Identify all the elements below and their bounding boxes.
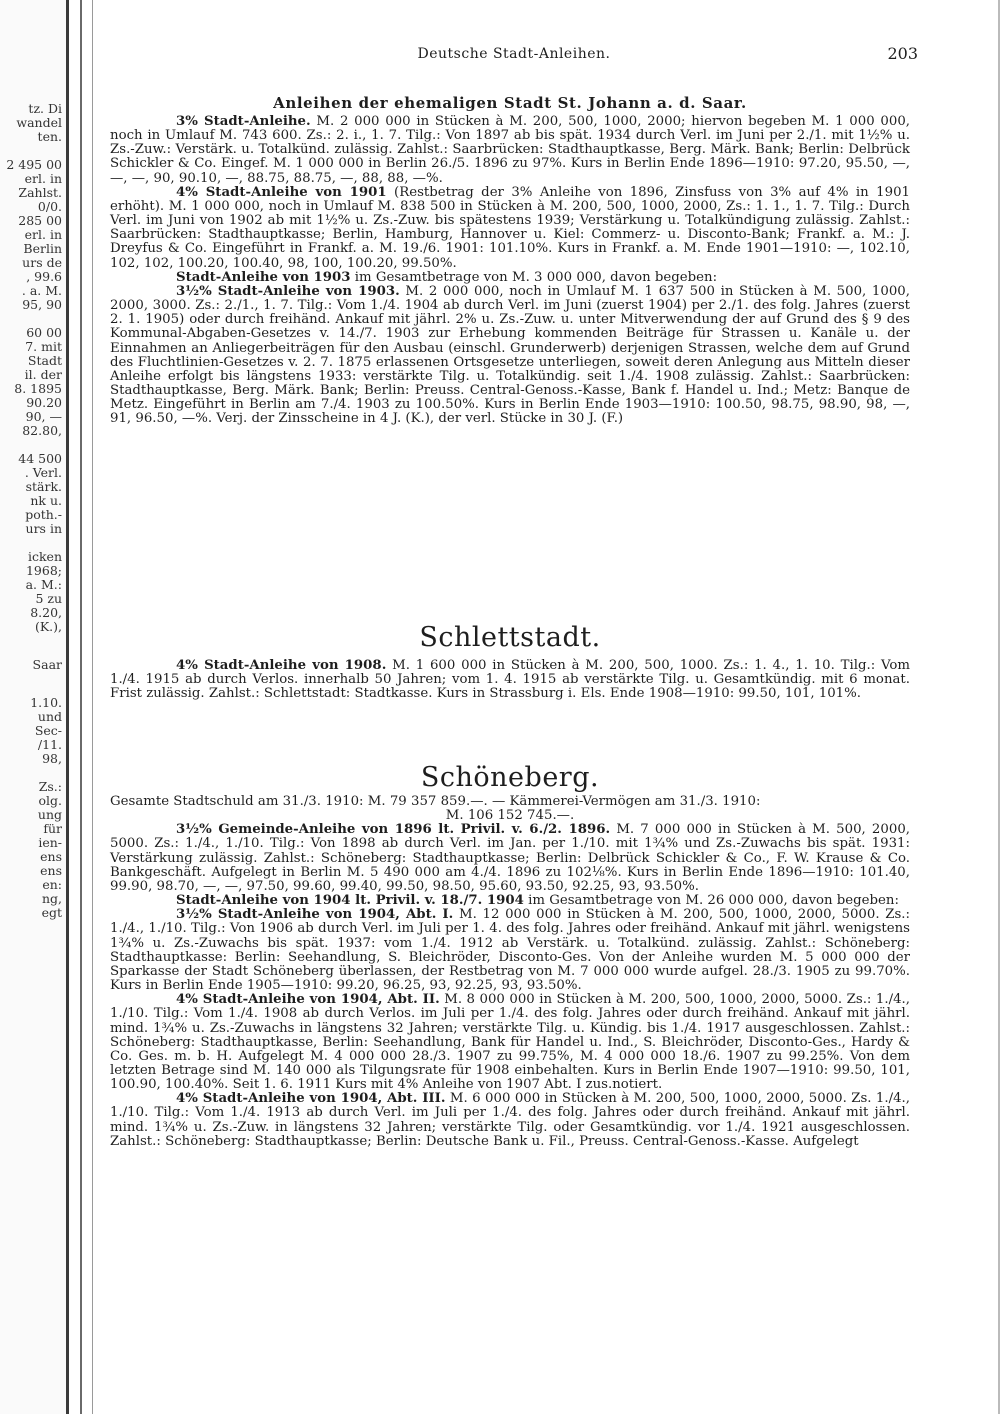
debt-summary-amount: M. 106 152 745.—. [445, 808, 575, 824]
bond-text: im Gesamtbetrage von M. 3 000 000, davon begeben: [354, 269, 718, 285]
page-number: 203 [887, 44, 918, 63]
margin-fragment: (K.), [34, 619, 62, 634]
bond-entry [110, 993, 910, 1092]
bond-title: 4% Stadt-Anleihe von 1904, Abt. III. [176, 1091, 446, 1107]
margin-fragment: /11. [37, 737, 62, 752]
margin-fragment: a. M.: [25, 577, 62, 592]
running-head: Deutsche Stadt-Anleihen. [417, 46, 611, 62]
bond-entry [110, 271, 910, 285]
bond-text: M. 12 000 000 in Stücken à M. 200, 500, 1000, 2000, 5000. Zs.: 1./4., 1./10. Tilg.: Von 1906 ab durch Verl. im Juli per 1. 4. des folg. Jahres oder freihänd. Ankauf mit jährl. wenigstens 1¾% u. Zs.-Zuwachs bis spät. 1937: vom 1./4. 1912 ab Verstärk. u. Totalkünd. zulässig. Zahlst.: Schöneberg: Stadthauptkasse: Berlin: Seehandlung, S. Bleichröder, Disconto-Ges. Von der Anleihe wurden M. 5 000 000 der Sparkasse der Stadt Schöneberg überlassen, der Restbetrag von M. 7 000 000 wurde aufgel. 28./3. 1905 zu 99.70%. Kurs in Berlin Ende 1905—1910: 99.20, 96.25, 93, 92.25, 93, 93.50%. [110, 907, 910, 994]
margin-fragment: ten. [37, 129, 62, 144]
bond-title: 3½% Stadt-Anleihe von 1904, Abt. I. [176, 907, 454, 923]
margin-fragment: 5 zu [35, 591, 62, 606]
schoeneberg-section [110, 762, 910, 1149]
margin-fragment: 1.10. [30, 695, 62, 710]
bond-title: 3½% Gemeinde-Anleihe von 1896 lt. Privil. v. 6./2. 1896. [176, 822, 611, 838]
margin-fragment: nk u. [30, 493, 62, 508]
page-gutter-line [66, 0, 69, 1414]
margin-fragment: 44 500 [18, 451, 62, 466]
bond-entry [110, 894, 910, 908]
margin-fragment: stärk. [25, 479, 62, 494]
margin-fragment: 95, 90 [22, 297, 62, 312]
margin-fragment: Zahlst. [18, 185, 62, 200]
margin-fragment: 90, — [25, 409, 62, 424]
margin-fragment: , 99.6 [26, 269, 62, 284]
margin-fragment: ung [37, 807, 62, 822]
margin-fragment: tz. Di [28, 101, 62, 116]
margin-fragment: en: [42, 877, 62, 892]
city-title: Schöneberg. [420, 762, 600, 793]
margin-fragment: 285 00 [18, 213, 62, 228]
margin-fragment: erl. in [24, 171, 62, 186]
bond-text: M. 8 000 000 in Stücken à M. 200, 500, 1000, 2000, 5000. Zs.: 1./4., 1./10. Tilg.: Vom 1./4. 1908 ab durch Verlos. im Juli per 1./4. des folg. Jahres oder durch freihänd. Ankauf mit jährl. mind. 1¾% u. Zs.-Zuwachs in längstens 32 Jahren; verstärkte Tilg. u. Kündig. bis 1./4. 1917 ausgeschlossen. Zahlst.: Schöneberg: Stadthauptkasse, Berlin: Seehandlung, Bank für Handel u. Ind., S. Bleichröder, Disconto-Ges., Hardy & Co. Ges. m. b. H. Aufgelegt M. 4 000 000 28./3. 1907 zu 99.75%, M. 4 000 000 18./6. 1907 zu 99.25%. Von dem letzten Betrage sind M. 140 000 als Tilgungsrate für 1908 einbehalten. Kurs in Berlin Ende 1907—1910: 99.50, 101, 100.90, 100.40%. Seit 1. 6. 1911 Kurs mit 4% Anleihe von 1907 Abt. I zus.notiert. [110, 992, 910, 1093]
margin-fragment: . Verl. [24, 465, 62, 480]
margin-fragment: Stadt [27, 353, 62, 368]
margin-fragment: urs de [22, 255, 62, 270]
bond-entry [110, 1092, 910, 1149]
margin-fragment: 1968; [25, 563, 62, 578]
margin-fragment: il. der [24, 367, 62, 382]
margin-fragment: für [43, 821, 62, 836]
bond-entry [110, 285, 910, 427]
page-gutter-line [92, 0, 93, 1414]
margin-fragment: ien- [38, 835, 62, 850]
margin-fragment: Berlin [23, 241, 62, 256]
bond-title: 4% Stadt-Anleihe von 1901 [176, 184, 387, 200]
margin-fragment: icken [27, 549, 62, 564]
bond-text: M. 1 600 000 in Stücken à M. 200, 500, 1000. Zs.: 1. 4., 1. 10. Tilg.: Vom 1./4. 1915 ab durch Verlos. innerhalb 50 Jahren; vom 1. 4. 1915 ab verstärkte Tilg. u. Gesamtkündig. mit 6 monat. Frist zulässig. Zahlst.: Schlettstadt: Stadtkasse. Kurs in Strassburg i. Els. Ende 1908—1910: 99.50, 101, 101%. [110, 658, 910, 702]
bond-text: (Restbetrag der 3% Anleihe von 1896, Zinsfuss von 3% auf 4% in 1901 erhöht). M. 1 000 000, noch in Umlauf M. 838 500 in Stücken à M. 200, 500, 1000, 2000, Zs.: 1. 1., 1. 7. Tilg.: Durch Verl. im Juni von 1902 ab mit 1½% u. Zs.-Zuw. bis spätestens 1939; Verstärkung u. Totalkündigung zulässig. Zahlst.: Saarbrücken: Stadthauptkasse; Berlin, Hamburg, Hannover u. Kiel: Commerz- u. Disconto-Bank; Frankf. a. M.: J. Dreyfus & Co. Eingeführt in Frankf. a. M. 19./6. 1901: 101.10%. Kurs in Frankf. a. M. Ende 1901—1910: —, 102.10, 102, 102, 100.20, 100.40, 98, 100, 100.20, 99.50%. [110, 184, 910, 271]
bond-text: M. 6 000 000 in Stücken à M. 200, 500, 1000, 2000, 5000. Zs. 1./4., 1./10. Tilg.: Vom 1./4. 1913 ab durch Verl. im Juli per 1./4. des folg. Jahres oder durch freihänd. Ankauf mit jährl. mind. 1¾% u. Zs.-Zuw. in längstens 32 Jahren; verstärkte Tilg. oder Gesamtkündig. vor 1./4. 1921 ausgeschlossen. Zahlst.: Schöneberg: Stadthauptkasse; Berlin: Deutsche Bank u. Fil., Preuss. Central-Genoss.-Kasse. Aufgelegt [110, 1091, 910, 1149]
bond-title: 3½% Stadt-Anleihe von 1903. [176, 283, 400, 299]
page-gutter-line [80, 0, 82, 1414]
margin-fragment: 8.20, [30, 605, 62, 620]
bond-title: 4% Stadt-Anleihe von 1908. [176, 658, 387, 673]
margin-fragment: und [37, 709, 62, 724]
margin-fragment: Sec- [34, 723, 62, 738]
bond-text: M. 7 000 000 in Stücken à M. 500, 2000, 5000. Zs.: 1./4., 1./10. Tilg.: Von 1898 ab durch Verl. im Jan. per 1./10. mit 1¾% und Zs.-Zuwachs bis spät. 1931: Verstärkung zulässig. Zahlst.: Schöneberg: Stadthauptkasse; Berlin: Delbrück Schickler & Co., F. W. Krause & Co. Bankgeschäft. Aufgelegt in Berlin M. 5 490 000 am 4./4. 1896 zu 102⅛%. Kurs in Berlin Ende 1896—1910: 101.40, 99.90, 98.70, —, —, 97.50, 99.60, 99.40, 99.50, 98.50, 95.60, 93.50, 92.25, 93, 93.50%. [110, 822, 911, 894]
bond-text: M. 2 000 000 in Stücken à M. 200, 500, 1000, 2000; hiervon begeben M. 1 000 000, noch in Umlauf M. 743 600. Zs.: 2. i., 1. 7. Tilg.: Von 1897 ab bis spät. 1934 durch Verl. im Juni per 2./1. mit 1½% u. Zs.-Zuw.: Verstärk. u. Totalkünd. zulässig. Zahlst.: Saarbrücken: Stadthauptkasse, Berg. Märk. Bank; Berlin: Delbrück Schickler & Co. Eingef. M. 1 000 000 in Berlin 26./5. 1896 zu 97%. Kurs in Berlin Ende 1896—1910: 97.20, 95.50, —, —, —, 90, 90.10, —, 88.75, 88.75, —, 88, 88, —%. [110, 114, 911, 186]
city-title: Schlettstadt. [419, 622, 601, 653]
bond-text: M. 2 000 000, noch in Umlauf M. 1 637 500 in Stücken à M. 500, 1000, 2000, 3000. Zs.: 2./1., 1. 7. Tilg.: Vom 1./4. 1904 ab durch Verl. im Juni (zuerst 1904) per 2./1. des folg. Jahres (zuerst 2. 1. 1905) oder durch freihänd. Ankauf mit jährl. 2% u. Zs.-Zuw. u. unter Mitverwendung der auf Grund des § 9 des Kommunal-Abgaben-Gesetzes v. 14./7. 1903 zur Erhebung kommenden Beiträge für Strassen u. Kanäle u. der Einnahmen an Anliegerbeiträgen für den Ausbau (einschl. Grunderwerb) derjenigen Strassen, welche dem auf Grund des Fluchtlinien-Gesetzes v. 2. 7. 1875 erlassenen Ortsgesetze unterliegen, soweit deren Anlegung aus Mitteln dieser Anleihe erfolgt bis längstens 1933: verstärkte Tilg. u. Totalkündig. seit 1./4. 1908 zulässig. Zahlst.: Saarbrücken: Stadthauptkasse, Berg. Märk. Bank; Berlin: Preuss. Central-Genoss.-Kasse, Bank f. Handel u. Ind.; Metz: Banque de Metz. Eingeführt in Berlin am 7./4. 1903 zu 100.50%. Kurs in Berlin Ende 1903—1910: 100.50, 98.75, 98.90, 98, —, 91, 96.50, —%. Verj. der Zinsscheine in 4 J. (K.), der verl. Stücke in 30 J. (F.) [110, 283, 910, 427]
margin-fragment: 98, [42, 751, 62, 766]
margin-fragment: egt [41, 905, 62, 920]
margin-fragment: urs in [25, 521, 62, 536]
bond-title: Stadt-Anleihe von 1903 [176, 269, 351, 285]
st-johann-section [110, 94, 910, 426]
margin-fragment: 8. 1895 [14, 381, 62, 396]
bond-entry [110, 823, 910, 894]
bond-entry [110, 659, 910, 701]
margin-fragment: 2 495 00 [6, 157, 62, 172]
debt-summary: Gesamte Stadtschuld am 31./3. 1910: M. 79 357 859.—. — Kämmerei-Vermögen am 31./3. 1910: [110, 794, 761, 809]
margin-fragment: wandel [16, 115, 62, 130]
bond-title: 4% Stadt-Anleihe von 1904, Abt. II. [176, 992, 440, 1008]
bond-text: im Gesamtbetrage von M. 26 000 000, davon begeben: [528, 893, 899, 909]
bond-entry [110, 115, 910, 186]
margin-fragment: ens [40, 849, 62, 864]
margin-fragment: 7. mit [25, 339, 62, 354]
margin-fragment: poth.- [25, 507, 62, 522]
document-page [110, 0, 918, 1414]
margin-fragment: 60 00 [26, 325, 62, 340]
margin-fragment: 90.20 [26, 395, 62, 410]
margin-fragment: 82.80, [22, 423, 62, 438]
left-page-fragment [0, 0, 66, 1414]
margin-fragment: . a. M. [21, 283, 62, 298]
margin-fragment: ng, [41, 891, 62, 906]
bond-title: Stadt-Anleihe von 1904 lt. Privil. v. 18./7. 1904 [176, 893, 524, 909]
bond-title: 3% Stadt-Anleihe. [176, 114, 311, 129]
section-heading: Anleihen der ehemaligen Stadt St. Johann a. d. Saar. [273, 94, 747, 112]
margin-fragment: olg. [38, 793, 62, 808]
margin-fragment: ens [40, 863, 62, 878]
margin-fragment: erl. in [24, 227, 62, 242]
bond-entry [110, 186, 910, 271]
margin-fragment: 0/0. [37, 199, 62, 214]
schlettstadt-section [110, 622, 910, 701]
margin-fragment: Saar [32, 657, 62, 672]
margin-fragment: Zs.: [38, 779, 62, 794]
bond-entry [110, 908, 910, 993]
